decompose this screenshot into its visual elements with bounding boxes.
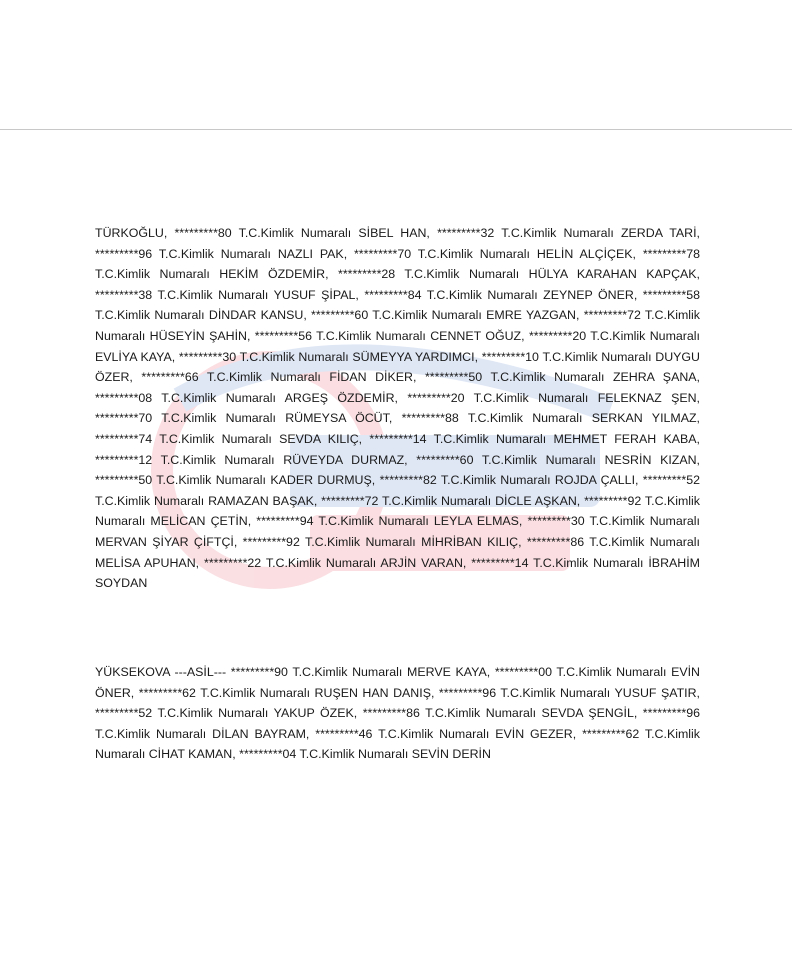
page-divider-line [0, 129, 792, 130]
document-paragraph-2: YÜKSEKOVA ---ASİL--- *********90 T.C.Kimlik Numaralı MERVE KAYA, *********00 T.C.Kimlik Numaralı EVİN ÖNER, *********62 T.C.Kimlik Numaralı RUŞEN HAN DANIŞ, *********96 T.C.Kimlik Numaralı YUSUF ŞATIR, *********52 T.C.Kimlik Numaralı YAKUP ÖZEK, *********86 T.C.Kimlik Numaralı SEVDA ŞENGİL, *********96 T.C.Kimlik Numaralı DİLAN BAYRAM, *********46 T.C.Kimlik Numaralı EVİN GEZER, *********62 T.C.Kimlik Numaralı CİHAT KAMAN, *********04 T.C.Kimlik Numaralı SEVİN DERİN [95, 665, 700, 762]
document-paragraph-1: TÜRKOĞLU, *********80 T.C.Kimlik Numaralı SİBEL HAN, *********32 T.C.Kimlik Numaralı ZERDA TARİ, *********96 T.C.Kimlik Numaralı NAZLI PAK, *********70 T.C.Kimlik Numaralı HELİN ALÇİÇEK, *********78 T.C.Kimlik Numaralı HEKİM ÖZDEMİR, *********28 T.C.Kimlik Numaralı HÜLYA KARAHAN KAPÇAK, *********38 T.C.Kimlik Numaralı YUSUF ŞİPAL, *********84 T.C.Kimlik Numaralı ZEYNEP ÖNER, *********58 T.C.Kimlik Numaralı DİNDAR KANSU, *********60 T.C.Kimlik Numaralı EMRE YAZGAN, *********72 T.C.Kimlik Numaralı HÜSEYİN ŞAHİN, *********56 T.C.Kimlik Numaralı CENNET OĞUZ, *********20 T.C.Kimlik Numaralı EVLİYA KAYA, *********30 T.C.Kimlik Numaralı SÜMEYYA YARDIMCI, *********10 T.C.Kimlik Numaralı DUYGU ÖZER, *********66 T.C.Kimlik Numaralı FİDAN DİKER, *********50 T.C.Kimlik Numaralı ZEHRA ŞANA, *********08 T.C.Kimlik Numaralı ARGEŞ ÖZDEMİR, *********20 T.C.Kimlik Numaralı FELEKNAZ ŞEN, *********70 T.C.Kimlik Numaralı RÜMEYSA ÖCÜT, *********88 T.C.Kimlik Numaralı SERKAN YILMAZ, *********74 T.C.Kimlik Numaralı SEVDA KILIÇ, *********14 T.C.Kimlik Numaralı MEHMET FERAH KABA, *********12 T.C.Kimlik Numaralı RÜVEYDA DURMAZ, *********60 T.C.Kimlik Numaralı NESRİN KIZAN, *********50 T.C.Kimlik Numaralı KADER DURMUŞ, *********82 T.C.Kimlik Numaralı ROJDA ÇALLI, *********52 T.C.Kimlik Numaralı RAMAZAN BAŞAK, *********72 T.C.Kimlik Numaralı DİCLE AŞKAN, *********92 T.C.Kimlik Numaralı MELİCAN ÇETİN, *********94 T.C.Kimlik Numaralı LEYLA ELMAS, *********30 T.C.Kimlik Numaralı MERVAN ŞİYAR ÇİFTÇİ, *********92 T.C.Kimlik Numaralı MİHRİBAN KILIÇ, *********86 T.C.Kimlik Numaralı MELİSA APUHAN, *********22 T.C.Kimlik Numaralı ARJİN VARAN, *********14 T.C.Kimlik Numaralı İBRAHİM SOYDAN [95, 226, 700, 591]
